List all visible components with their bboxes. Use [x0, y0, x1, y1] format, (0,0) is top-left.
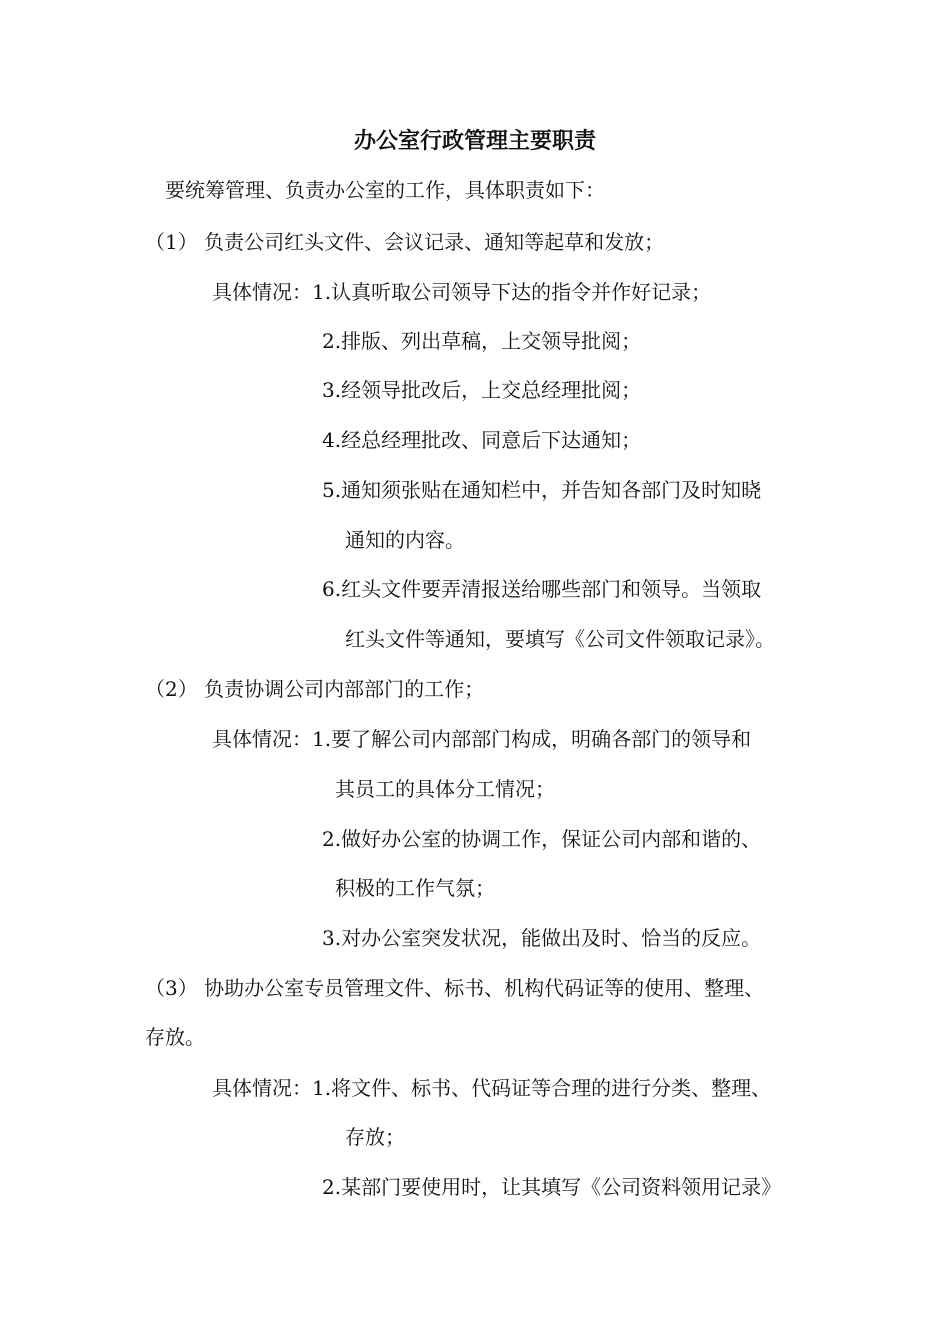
section-2-heading: （2） 负责协调公司内部部门的工作； — [145, 677, 485, 701]
section-3-item-1: 具体情况：1.将文件、标书、代码证等合理的进行分类、整理、 — [212, 1076, 772, 1100]
section-1-item-1: 具体情况：1.认真听取公司领导下达的指令并作好记录； — [212, 280, 712, 304]
section-3-item-1-cont: 存放； — [345, 1125, 405, 1149]
section-1-item-3: 3.经领导批改后，上交总经理批阅； — [322, 378, 642, 402]
document-title: 办公室行政管理主要职责 — [353, 128, 596, 154]
section-1-item-5: 5.通知须张贴在通知栏中，并告知各部门及时知晓 — [322, 478, 762, 502]
section-2-item-2: 2.做好办公室的协调工作，保证公司内部和谐的、 — [322, 827, 762, 851]
section-1-item-4: 4.经总经理批改、同意后下达通知； — [322, 428, 642, 452]
intro-line: 要统筹管理、负责办公室的工作，具体职责如下： — [165, 178, 605, 202]
section-3-heading-cont: 存放。 — [145, 1025, 205, 1049]
section-2-item-1: 具体情况：1.要了解公司内部部门构成，明确各部门的领导和 — [212, 727, 752, 751]
section-1-item-5-cont: 通知的内容。 — [345, 528, 465, 552]
section-3-item-2: 2.某部门要使用时，让其填写《公司资料领用记录》 — [322, 1175, 782, 1199]
section-1-heading: （1） 负责公司红头文件、会议记录、通知等起草和发放； — [145, 230, 665, 254]
section-2-item-2-cont: 积极的工作气氛； — [335, 876, 495, 900]
section-2-item-1-cont: 其员工的具体分工情况； — [335, 777, 555, 801]
section-1-item-2: 2.排版、列出草稿，上交领导批阅； — [322, 329, 642, 353]
section-1-item-6: 6.红头文件要弄清报送给哪些部门和领导。当领取 — [322, 577, 762, 601]
section-2-item-3: 3.对办公室突发状况，能做出及时、恰当的反应。 — [322, 926, 762, 950]
section-3-heading: （3） 协助办公室专员管理文件、标书、机构代码证等的使用、整理、 — [145, 976, 765, 1000]
section-1-item-6-cont: 红头文件等通知，要填写《公司文件领取记录》。 — [345, 627, 775, 651]
